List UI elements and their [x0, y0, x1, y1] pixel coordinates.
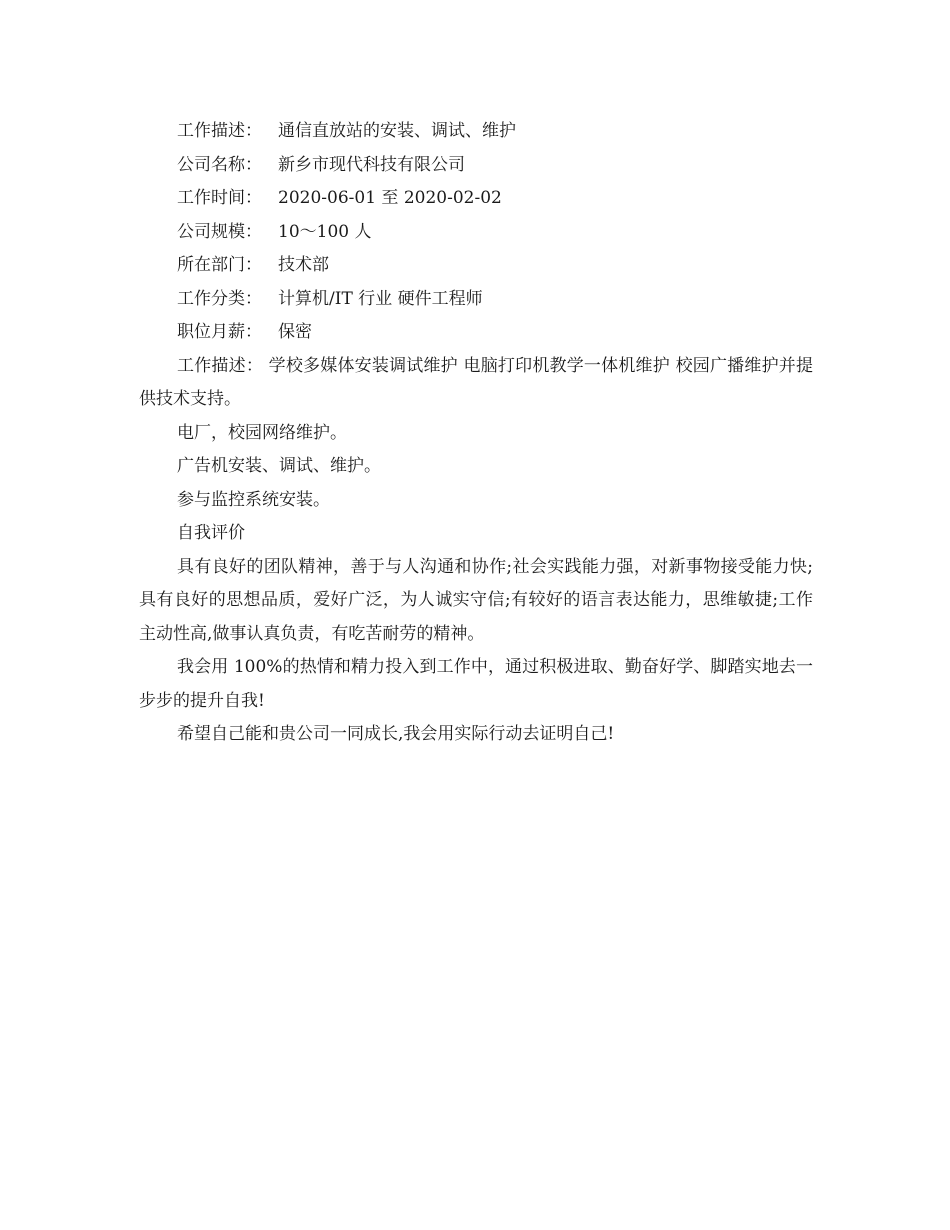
field-label: 工作描述： — [177, 121, 262, 141]
field-work-period — [139, 182, 813, 216]
field-monthly-salary — [139, 316, 813, 350]
field-company-name — [139, 149, 813, 183]
resume-content — [139, 115, 813, 752]
job-description-text: 学校多媒体安装调试维护 电脑打印机教学一体机维护 校园广播维护并提供技术支持。 — [139, 355, 813, 409]
field-value: 通信直放站的安装、调试、维护 — [278, 121, 516, 141]
job-description-paragraph — [139, 350, 813, 417]
self-evaluation-heading: 自我评价 — [177, 523, 245, 543]
job-line-ad-machine: 广告机安装、调试、维护。 — [177, 456, 381, 476]
field-value: 2020-06-01 至 2020-02-02 — [278, 188, 502, 208]
self-evaluation-paragraph-2: 我会用 100%的热情和精力投入到工作中，通过积极进取、勤奋好学、脚踏实地去一步步的提升自我! — [139, 657, 813, 711]
field-label: 公司规模： — [177, 221, 262, 242]
job-description-label: 工作描述： — [177, 355, 264, 376]
field-label: 公司名称： — [177, 154, 262, 175]
field-job-description-1 — [139, 115, 813, 149]
field-value: 新乡市现代科技有限公司 — [278, 154, 465, 175]
field-job-category — [139, 283, 813, 317]
job-line-power-plant: 电厂，校园网络维护。 — [177, 422, 347, 443]
self-evaluation-paragraph-3: 希望自己能和贵公司一同成长,我会用实际行动去证明自己! — [177, 724, 615, 744]
field-department — [139, 249, 813, 283]
field-label: 所在部门： — [177, 255, 262, 275]
job-line-monitoring: 参与监控系统安装。 — [177, 489, 330, 510]
field-label: 工作时间： — [177, 188, 262, 208]
field-label: 职位月薪： — [177, 322, 262, 342]
field-value: 计算机/IT 行业 硬件工程师 — [278, 288, 483, 309]
self-evaluation-paragraph-1: 具有良好的团队精神，善于与人沟通和协作;社会实践能力强，对新事物接受能力快;具有良好的思想品质，爱好广泛，为人诚实守信;有较好的语言表达能力，思维敏捷;工作主动性高,做事认真负责，有吃苦耐劳的精神。 — [139, 556, 813, 644]
field-value: 10～100 人 — [278, 221, 372, 242]
field-value: 技术部 — [278, 255, 329, 275]
field-value: 保密 — [278, 322, 312, 342]
field-company-size — [139, 216, 813, 250]
field-label: 工作分类： — [177, 288, 262, 309]
